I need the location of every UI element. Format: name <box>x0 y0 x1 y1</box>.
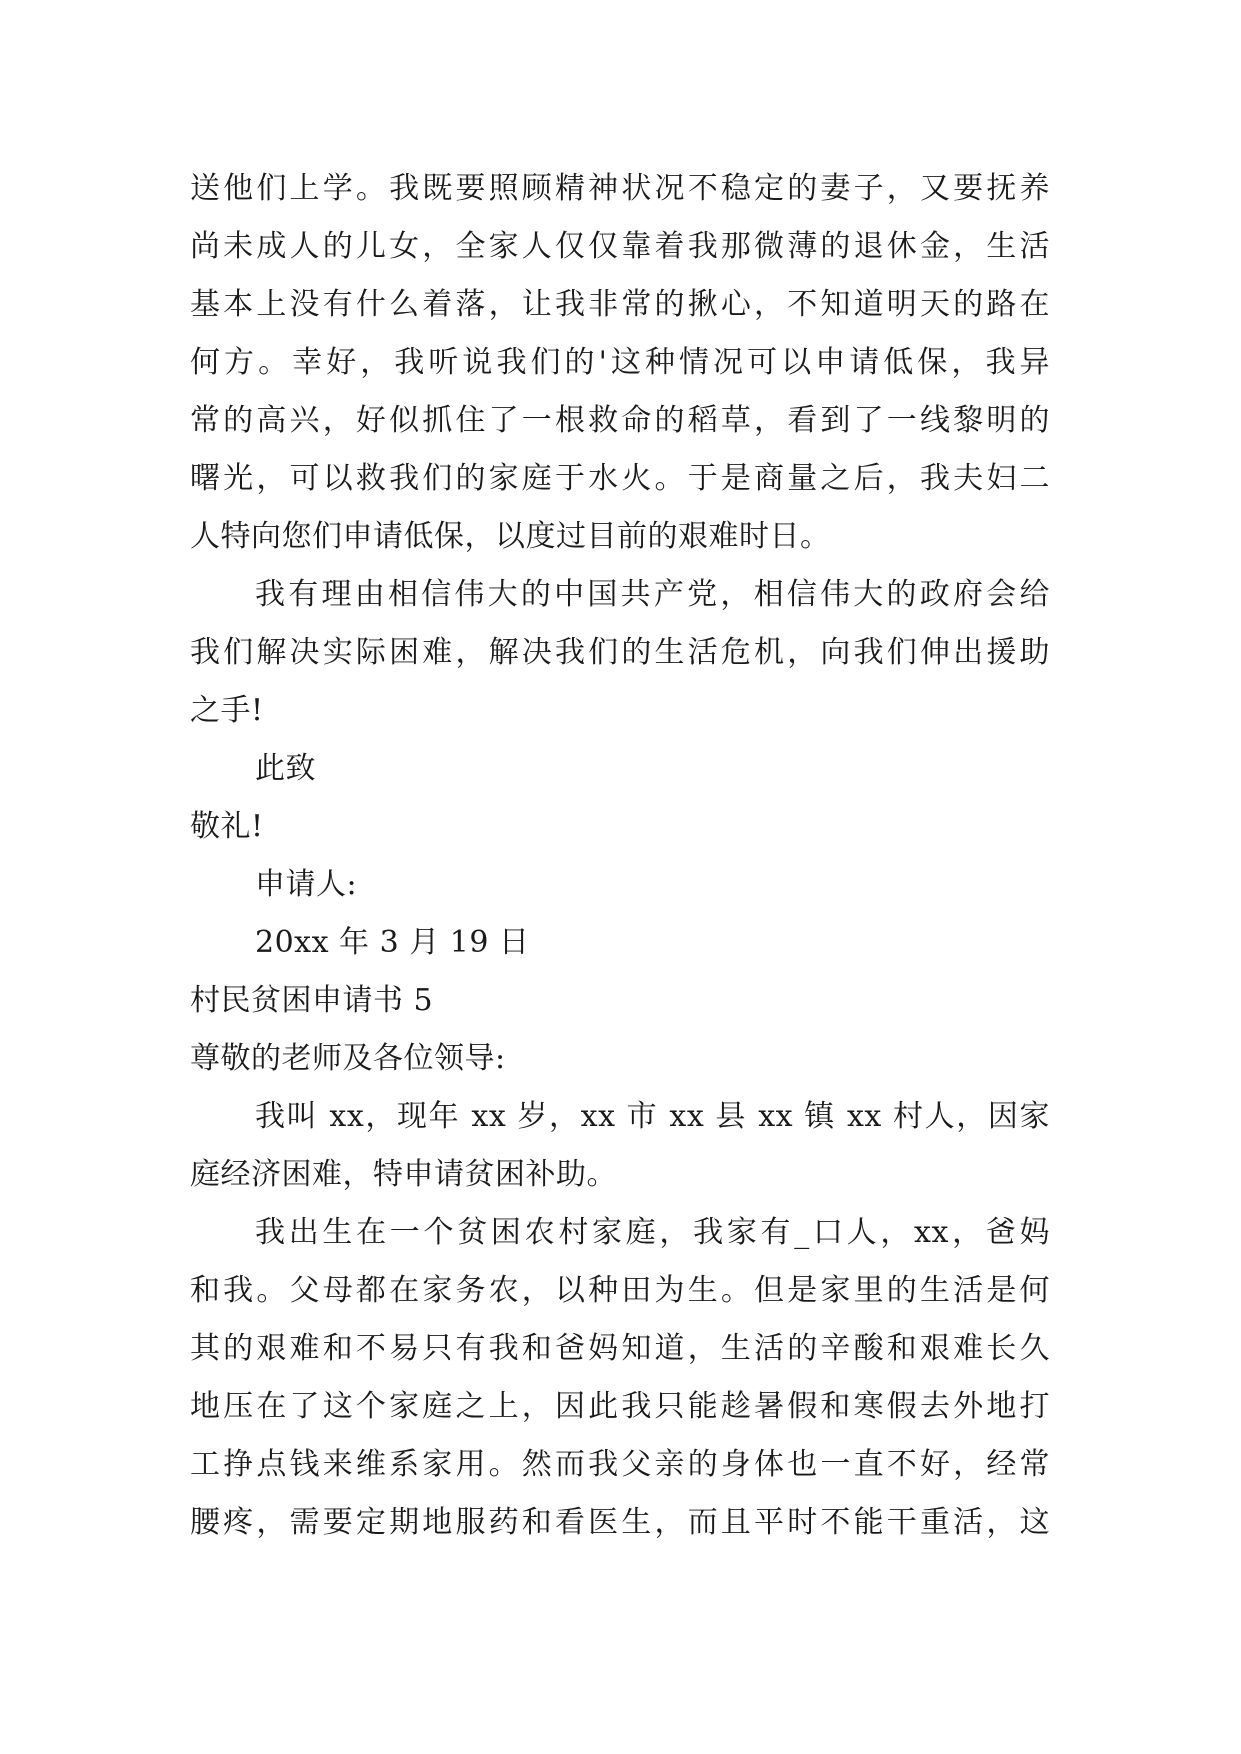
applicant-label: 申请人: <box>255 867 358 902</box>
paragraph-line: 我叫 xx，现年 xx 岁，xx 市 xx 县 xx 镇 xx 村人，因家 <box>255 1099 1050 1134</box>
paragraph-line: 我们解决实际困难，解决我们的生活危机，向我们伸出援助 <box>190 635 1050 670</box>
paragraph-line: 之手! <box>190 693 264 728</box>
paragraph-line: 其的艰难和不易只有我和爸妈知道，生活的辛酸和艰难长久 <box>190 1331 1050 1366</box>
greeting: 尊敬的老师及各位领导: <box>190 1041 506 1076</box>
closing-salutation: 此致 <box>255 751 316 786</box>
paragraph-line: 我有理由相信伟大的中国共产党，相信伟大的政府会给 <box>255 577 1050 612</box>
paragraph-line: 工挣点钱来维系家用。然而我父亲的身体也一直不好，经常 <box>190 1447 1050 1482</box>
paragraph-line: 人特向您们申请低保，以度过目前的艰难时日。 <box>190 519 831 554</box>
paragraph-line: 我出生在一个贫困农村家庭，我家有_口人，xx，爸妈 <box>255 1215 1050 1250</box>
paragraph-line: 地压在了这个家庭之上，因此我只能趁暑假和寒假去外地打 <box>190 1389 1050 1424</box>
paragraph-line: 常的高兴，好似抓住了一根救命的稻草，看到了一线黎明的 <box>190 403 1050 438</box>
paragraph-line: 腰疼，需要定期地服药和看医生，而且平时不能干重活，这 <box>190 1505 1050 1540</box>
paragraph-line: 送他们上学。我既要照顾精神状况不稳定的妻子，又要抚养 <box>190 171 1050 206</box>
paragraph-line: 庭经济困难，特申请贫困补助。 <box>190 1157 617 1192</box>
date-line: 20xx 年 3 月 19 日 <box>255 925 530 960</box>
paragraph-line: 何方。幸好，我听说我们的'这种情况可以申请低保，我异 <box>190 345 1050 380</box>
paragraph-line: 基本上没有什么着落，让我非常的揪心，不知道明天的路在 <box>190 287 1050 322</box>
paragraph-line: 曙光，可以救我们的家庭于水火。于是商量之后，我夫妇二 <box>190 461 1050 496</box>
paragraph-line: 和我。父母都在家务农，以种田为生。但是家里的生活是何 <box>190 1273 1050 1308</box>
closing-respect: 敬礼! <box>190 809 264 844</box>
paragraph-line: 尚未成人的儿女，全家人仅仅靠着我那微薄的退休金，生活 <box>190 229 1050 264</box>
section-title: 村民贫困申请书 5 <box>190 983 434 1018</box>
